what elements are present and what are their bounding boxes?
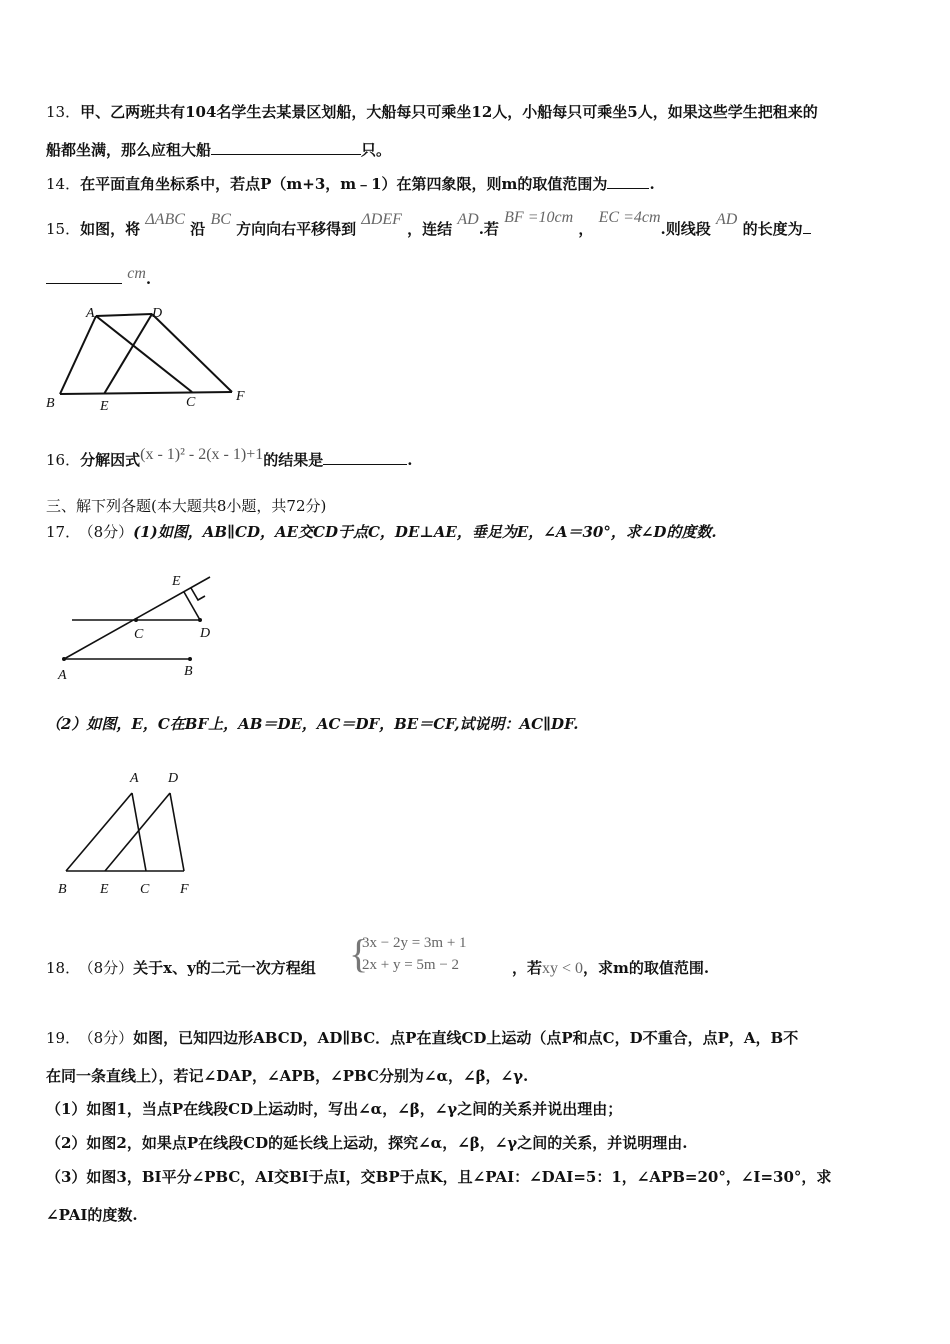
q17-score: （8分） (86, 523, 134, 541)
q13-line2 (46, 140, 391, 160)
q16-text-1: 分解因式 (80, 451, 141, 469)
q19-sub3-line2: ∠PAI的度数. (46, 1206, 138, 1224)
q18-line-start (46, 958, 316, 978)
q13-line1 (46, 102, 818, 122)
q13-text-line1: 甲、乙两班共有104名学生去某景区划船，大船每只可乘坐12人，小船每只可乘坐5人，如果这些学生把租来的 (80, 103, 818, 121)
q17-fig1-point-d (198, 618, 202, 622)
q15-math-triangle-abc: ΔABC (145, 211, 185, 228)
q16-text-3: . (407, 451, 413, 469)
q15-math-ad: AD (457, 211, 479, 228)
q17-fig1-point-c (134, 618, 138, 622)
q17-fig2-label-c: C (140, 882, 150, 897)
q15-text-2: 沿 (190, 220, 206, 238)
q13-answer-blank[interactable] (211, 140, 361, 155)
q15-text-3: 方向向右平移得到 (236, 220, 357, 238)
q19-sub1: （1）如图1，当点P在线段CD上运动时，写出∠α，∠β，∠γ之间的关系并说出理由； (46, 1100, 623, 1118)
q15-label-e: E (100, 399, 109, 414)
q15-line2 (46, 266, 151, 293)
q17-number: 17． (46, 523, 81, 541)
section-title: 三、解下列各题(本大题共8小题，共72分) (46, 497, 327, 515)
q15-label-d: D (152, 306, 163, 321)
q19-line2: 在同一条直线上），若记∠DAP，∠APB，∠PBC分别为∠α，∠β，∠γ. (46, 1067, 529, 1085)
q17-line1 (46, 522, 717, 542)
q19-sub2: （2）如图2，如果点P在线段CD的延长线上运动，探究∠α，∠β，∠γ之间的关系，并说明理由. (46, 1134, 688, 1152)
q16-line (46, 446, 412, 475)
q19-text-line1: 如图，已知四边形ABCD，AD∥BC．点P在直线CD上运动（点P和点C，D不重合，点P，A，B不 (133, 1029, 799, 1047)
q15-label-a: A (86, 306, 95, 321)
q15-text-5: .若 (478, 220, 499, 238)
q17-fig2-label-a: A (130, 771, 139, 786)
q14-line (46, 174, 655, 194)
q18-score: （8分） (86, 959, 134, 977)
q19-number: 19． (46, 1029, 81, 1047)
q19-sub3-line1: （3）如图3，BI平分∠PBC，AI交BI于点I，交BP于点K，且∠PAI：∠DAI=5：1，∠APB=20°，∠I=30°，求 (46, 1168, 832, 1186)
q17-fig1-point-a (62, 657, 66, 661)
q17-part2-text: （2）如图，E，C在BF上，AB＝DE，AC＝DF，BE＝CF,试说明：AC∥DF. (46, 715, 579, 733)
q13-text-line2: 船都坐满，那么应租大船 (46, 141, 212, 159)
q18-text-2: ，若 (512, 959, 543, 977)
q15-math-ad-2: AD (716, 211, 738, 228)
q17-figure2 (50, 765, 210, 900)
q17-fig1-label-d: D (200, 626, 211, 641)
q15-line1 (46, 209, 811, 247)
q15-number: 15． (46, 220, 81, 238)
q18-equation-1: 3x − 2y = 3m + 1 (362, 935, 467, 951)
q13-number: 13． (46, 103, 81, 121)
q18-number: 18． (46, 959, 81, 977)
q15-text-7: .则线段 (660, 220, 711, 238)
q15-text-9: . (145, 270, 152, 288)
q18-condition: xy < 0 (542, 960, 584, 977)
q17-fig1-label-c: C (134, 627, 144, 642)
q14-text: 在平面直角坐标系中，若点P（m+3，m﹣1）在第四象限，则m的取值范围为 (80, 175, 608, 193)
q15-math-bc: BC (210, 211, 231, 228)
q15-math-bf: BF =10cm (504, 209, 574, 226)
q16-text-2: 的结果是 (263, 451, 324, 469)
q17-fig2-label-d: D (168, 771, 179, 786)
q17-fig1-label-e: E (172, 574, 181, 589)
q14-text-end: . (649, 175, 655, 193)
q15-label-b: B (46, 396, 55, 411)
q18-system-brace: { (349, 931, 369, 976)
q17-part1-text: (1)如图，AB∥CD，AE交CD于点C，DE⊥AE，垂足为E，∠A＝30°，求∠D的度数. (133, 523, 717, 541)
q17-figure1 (50, 565, 230, 690)
q15-math-ec: EC =4cm (598, 209, 661, 226)
q15-label-f: F (236, 389, 245, 404)
q19-score: （8分） (86, 1029, 134, 1047)
q14-answer-blank[interactable] (607, 174, 649, 189)
q18-line-end (512, 958, 709, 979)
q16-expression: (x - 1)² - 2(x - 1)+1 (140, 446, 264, 463)
q18-text-3: ，求m的取值范围. (583, 959, 710, 977)
q15-math-cm: cm (127, 265, 146, 282)
q15-text-4: ，连结 (407, 220, 453, 238)
q19-line1 (46, 1028, 798, 1048)
q15-answer-blank[interactable] (46, 269, 122, 284)
q17-fig2-label-e: E (100, 882, 109, 897)
q16-answer-blank[interactable] (323, 450, 407, 465)
q15-answer-blank-start[interactable] (803, 219, 811, 234)
q13-text-end: 只。 (361, 141, 392, 159)
q17-fig1-label-b: B (184, 664, 193, 679)
q17-fig2-label-b: B (58, 882, 67, 897)
q17-fig1-point-b (188, 657, 192, 661)
q15-text-1: 如图，将 (80, 220, 141, 238)
q18-text-1: 关于x、y的二元一次方程组 (133, 959, 316, 977)
q15-text-8: 的长度为 (742, 220, 803, 238)
q14-number: 14． (46, 175, 81, 193)
q17-fig1-label-a: A (58, 668, 67, 683)
q15-math-triangle-def: ΔDEF (361, 211, 402, 228)
q15-label-c: C (186, 395, 196, 410)
q16-number: 16． (46, 451, 81, 469)
q15-figure (40, 300, 260, 420)
q17-line2 (46, 714, 578, 734)
q17-fig2-label-f: F (180, 882, 189, 897)
q15-text-6: ， (578, 220, 594, 238)
q18-equation-2: 2x + y = 5m − 2 (362, 957, 460, 973)
